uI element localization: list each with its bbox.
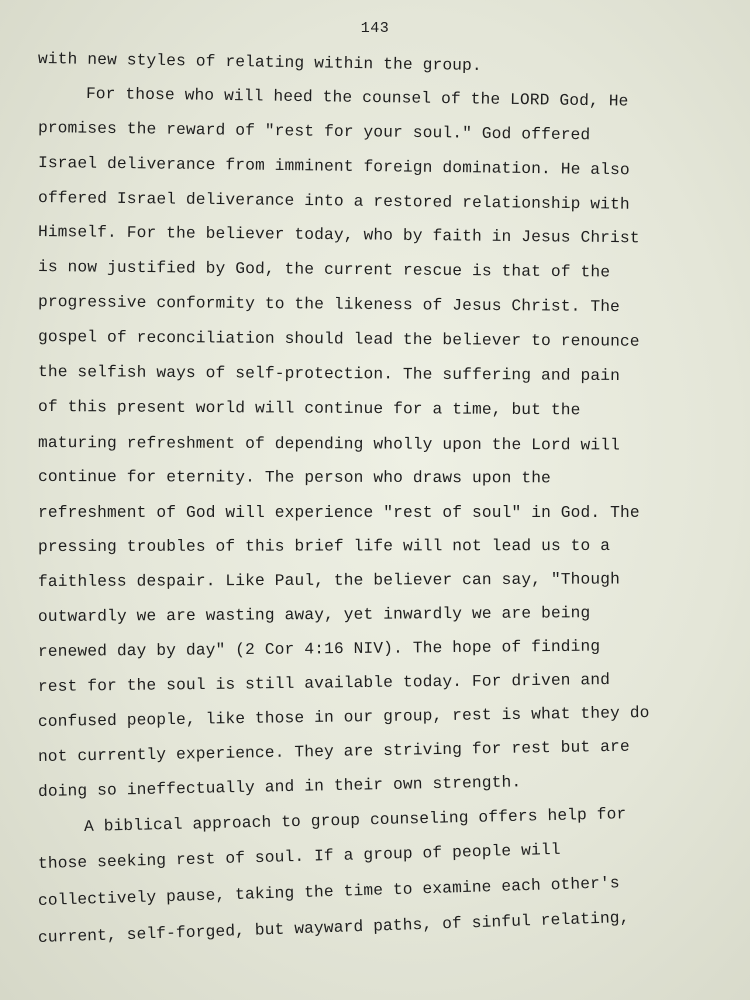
text-line: faithless despair. Like Paul, the believer can say, "Though xyxy=(37,570,621,591)
text-line: doing so ineffectually and in their own strength. xyxy=(37,773,522,801)
text-line: pressing troubles of this brief life will not lead us to a xyxy=(37,537,611,556)
text-line: offered Israel deliverance into a restored relationship with xyxy=(37,189,630,214)
text-line: progressive conformity to the likeness of Jesus Christ. The xyxy=(37,293,621,317)
text-line: A biblical approach to group counseling offers help for xyxy=(83,805,627,836)
text-line: collectively pause, taking the time to examine each other's xyxy=(37,874,620,910)
page-number: 143 xyxy=(360,20,390,37)
text-line: not currently experience. They are striving for rest but are xyxy=(37,737,630,766)
text-line: maturing refreshment of depending wholly upon the Lord will xyxy=(37,434,621,455)
text-line: outwardly we are wasting away, yet inwardly we are being xyxy=(37,604,591,626)
text-line: gospel of reconciliation should lead the believer to renounce xyxy=(37,328,640,351)
text-line: renewed day by day" (2 Cor 4:16 NIV). The hope of finding xyxy=(37,637,601,661)
text-line: current, self-forged, but wayward paths, of sinful relating, xyxy=(37,908,630,947)
text-line: rest for the soul is still available today. For driven and xyxy=(37,671,611,696)
text-line: the selfish ways of self-protection. The suffering and pain xyxy=(37,363,621,386)
text-line: Himself. For the believer today, who by faith in Jesus Christ xyxy=(37,223,640,248)
text-line: confused people, like those in our group, rest is what they do xyxy=(37,703,650,731)
text-line: those seeking rest of soul. If a group of people will xyxy=(37,840,561,873)
text-line: of this present world will continue for a time, but the xyxy=(37,398,581,420)
text-line: refreshment of God will experience "rest of soul" in God. The xyxy=(38,504,640,522)
text-line: For those who will heed the counsel of the LORD God, He xyxy=(85,85,629,111)
text-line: promises the reward of "rest for your soul." God offered xyxy=(37,119,591,145)
text-line: Israel deliverance from imminent foreign domination. He also xyxy=(37,154,630,180)
text-line: is now justified by God, the current rescue is that of the xyxy=(37,258,611,282)
text-line: continue for eternity. The person who draws upon the xyxy=(37,468,551,488)
text-line: with new styles of relating within the group. xyxy=(37,50,482,75)
